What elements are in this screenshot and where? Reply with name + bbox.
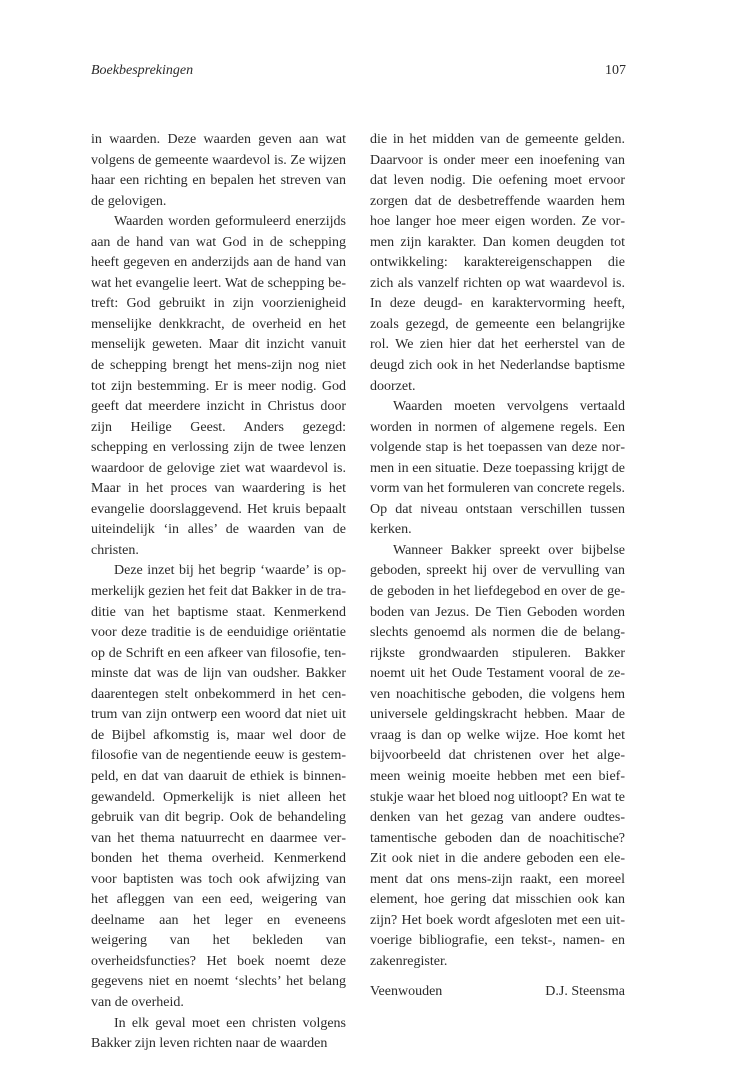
signature bbox=[370, 982, 625, 1002]
right-column bbox=[370, 130, 625, 1002]
paragraph: Wanneer Bakker spreekt over bijbelse geboden, spreekt hij over de vervulling van de geboden in het liefdegebod en over de geboden van Jezus. De Tien Geboden worden slechts genoemd als normen die de belangrijkste grondwaarden stipuleren. Bakker noemt uit het Oude Testament vooral de zeven noachitische geboden, die volgens hem universele geldingskracht hebben. Maar de vraag is dan op welke wijze. Hoe komt het bijvoorbeeld dat christenen over het algemeen weinig moeite hebben met een biefstukje waar het bloed nog uitloopt? En wat te denken van het gezag van andere oudtestamentische geboden dan de noachitische? Zit ook niet in die andere geboden een element dat ons mens-zijn raakt, een moreel element, hoe gering dat misschien ook kan zijn? Het boek wordt afgesloten met een uitvoerige bibliografie, een tekst-, namen- en zakenregister. bbox=[370, 542, 625, 969]
signature-place: Veenwouden bbox=[370, 984, 443, 1000]
running-head bbox=[91, 63, 626, 83]
paragraph: Waarden worden geformuleerd enerzijds aan de hand van wat God in de schepping heeft gegeven en anderzijds aan de hand van wat het evangelie leert. Wat de schepping betreft: God gebruikt in zijn voorzienigheid menselijke denkkracht, de overheid en het menselijk geweten. Maar dit inzicht vanuit de schepping brengt het mens-zijn nog niet tot zijn bestemming. Er is meer nodig. God geeft dat meerdere inzicht in Christus door zijn Heilige Geest. Anders gezegd: schepping en verlossing zijn de twee lenzen waardoor de gelovige ziet wat waardevol is. Maar in het proces van waardering is het evangelie doorslaggevend. Het kruis bepaalt uiteindelijk ‘in alles’ de waarden van de christen. bbox=[91, 214, 346, 558]
paragraph: Waarden moeten vervolgens vertaald worden in normen of algemene regels. Een volgende stap is het toepassen van deze normen in een situatie. Deze toepassing krijgt de vorm van het formuleren van concrete regels. Op dat niveau ontstaan verschillen tussen kerken. bbox=[370, 399, 625, 538]
paragraph: die in het midden van de gemeente gelden. Daarvoor is onder meer een inoefening van dat leven nodig. Die oefening moet ervoor zorgen dat de desbetreffende waarden hem hoe langer hoe meer eigen worden. Ze vormen zijn karakter. Dan komen deugden tot ontwikkeling: karaktereigenschappen die zich als vanzelf richten op wat waardevol is. In deze deugd- en karaktervorming heeft, zoals gezegd, de gemeente een belangrijke rol. We zien hier dat het eerherstel van de deugd zich ook in het Nederlandse baptisme doorzet. bbox=[370, 132, 625, 394]
paragraph: in waarden. Deze waarden geven aan wat volgens de gemeente waardevol is. Ze wijzen haar een richting en bepalen het streven van de gelovigen. bbox=[91, 132, 346, 209]
running-title: Boekbesprekingen bbox=[91, 63, 194, 78]
signature-author: D.J. Steensma bbox=[545, 984, 625, 1000]
page-number: 107 bbox=[605, 63, 626, 78]
paragraph: In elk geval moet een christen volgens Bakker zijn leven richten naar de waarden bbox=[91, 1015, 346, 1052]
paragraph: Deze inzet bij het begrip ‘waarde’ is opmerkelijk gezien het feit dat Bakker in de traditie van het baptisme staat. Kenmerkend voor deze traditie is de eenduidige oriëntatie op de Schrift en een afkeer van filosofie, tenminste dat was de lijn van oudsher. Bakker daarentegen stelt onbekommerd in het centrum van zijn ontwerp een woord dat niet uit de Bijbel afkomstig is, maar wel door de filosofie van de negentiende eeuw is gestempeld, en dat van daaruit de ethiek is binnengewandeld. Opmerkelijk is niet alleen het gebruik van dit begrip. Ook de behandeling van het thema natuurrecht en daarmee verbonden het thema overheid. Kenmerkend voor baptisten was toch ook afwijzing van het afleggen van een eed, weigering van deelname aan het leger en eveneens weigering van het bekleden van overheidsfuncties? Het boek noemt deze gegevens niet en noemt ‘slechts’ het belang van de overheid. bbox=[91, 563, 347, 1010]
left-column bbox=[91, 130, 346, 1055]
